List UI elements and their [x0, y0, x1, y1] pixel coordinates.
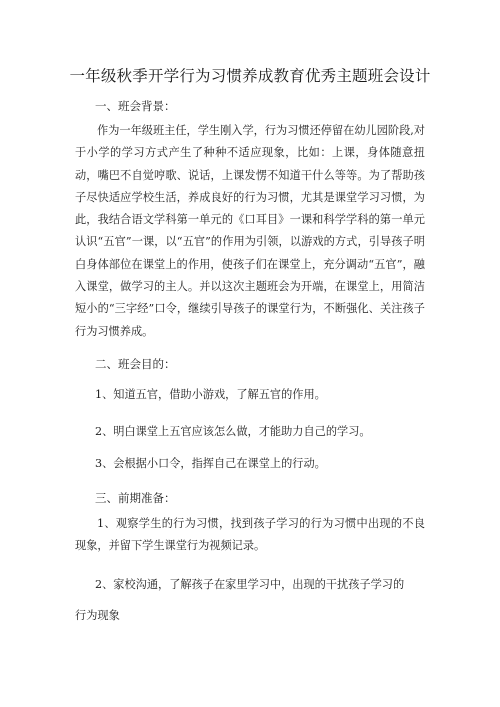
document-title: 一年级秋季开学行为习惯养成教育优秀主题班会设计: [69, 67, 431, 85]
section-heading-preparation: 三、前期准备：: [95, 491, 176, 505]
preparation-item-2-continuation: 行为现象: [75, 609, 120, 622]
preparation-item-2: 2、家校沟通，了解孩子在家里学习中，出现的干扰孩子学习的: [95, 578, 405, 591]
background-paragraph: 作为一年级班主任，学生刚入学，行为习惯还停留在幼儿园阶段,对于小学的学习方式产生了种种不适应现象，比如：上课，身体随意扭动，嘴巴不自觉哼歌、说话，上课发愣不知道干什么等等。为了帮助孩子尽快适应学校生活，养成良好的行为习惯，尤其是课堂学习习惯，为此，我结合语文学科第一单元的《口耳目》一课和科学学科的第一单元认识“五官”一课，以“五官”的作用为引领，以游戏的方式，引导孩子明白身体部位在课堂上的作用，使孩子们在课堂上，充分调动“五官”，融入课堂，做学习的主人。并以这次主题班会为开端，在课堂上，用简洁短小的“三字经”口令，继续引导孩子的课堂行为，不断强化、关注孩子行为习惯养成。: [75, 124, 425, 338]
purpose-item-3: 3、会根据小口令，指挥自己在课堂上的行动。: [95, 457, 326, 470]
preparation-item-1: 1、观察学生的行为习惯，找到孩子学习的行为习惯中出现的不良现象，并留下学生课堂行为视频记录。: [75, 517, 425, 553]
section-heading-purpose: 二、班会目的：: [95, 357, 176, 371]
purpose-item-2: 2、明白课堂上五官应该怎么做，才能助力自己的学习。: [95, 425, 371, 438]
purpose-item-1: 1、知道五官，借助小游戏，了解五官的作用。: [95, 388, 326, 401]
section-heading-background: 一、班会背景：: [95, 99, 176, 113]
